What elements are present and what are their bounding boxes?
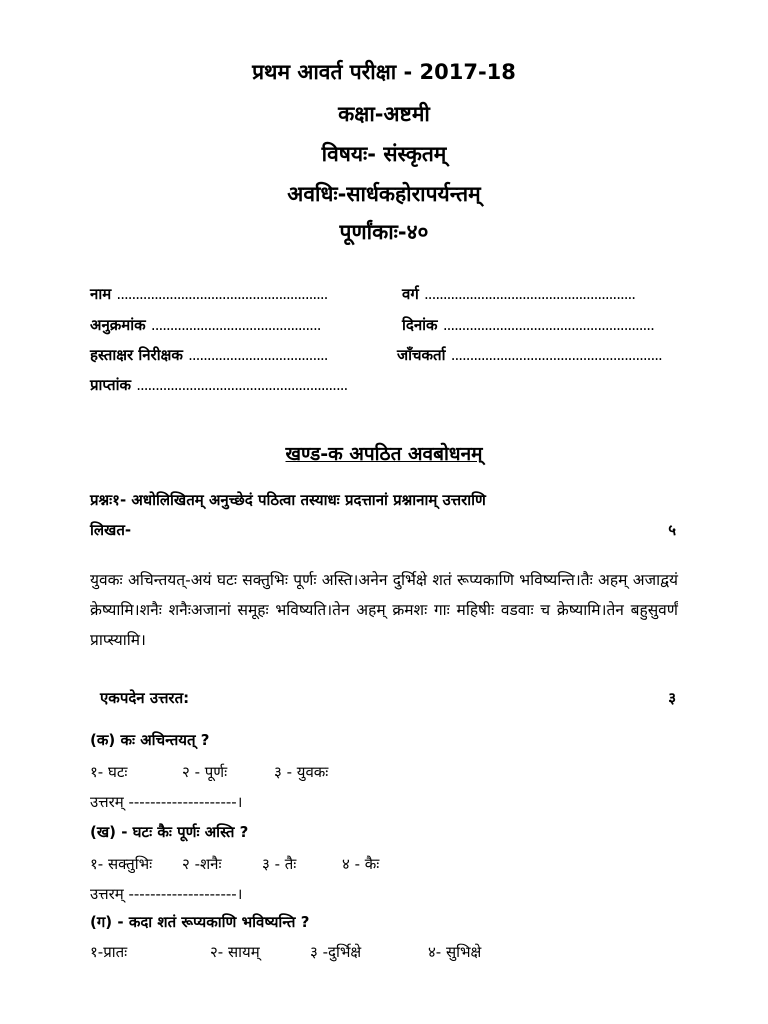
question-c-option-1: १-प्रातः bbox=[90, 943, 128, 961]
obtained-blank: ........................................................ bbox=[136, 376, 348, 394]
one-word-heading: एकपदेन उत्तरत: bbox=[100, 689, 190, 707]
section-blank: ........................................................ bbox=[424, 285, 636, 303]
invigilator-blank: ..................................... bbox=[188, 346, 328, 364]
question-b: (ख) - घटः कैः पूर्णः अस्ति ? bbox=[90, 823, 249, 841]
question-b-option-1: १- सक्तुभिः bbox=[90, 855, 153, 873]
question-b-option-2: २ -शनैः bbox=[182, 855, 222, 873]
question-c: (ग) - कदा शतं रूप्यकाणि भविष्यन्ति ? bbox=[90, 913, 310, 931]
invigilator-label: हस्ताक्षर निरीक्षक bbox=[90, 346, 183, 364]
exam-title: प्रथम आवर्त परीक्षा - 2017-18 bbox=[252, 60, 516, 84]
class-title: कक्षा-अष्टमी bbox=[338, 102, 430, 126]
checker-label: जाँचकर्ता bbox=[397, 346, 446, 364]
question-1-line-1: प्रश्नः१- अधोलिखितम् अनुच्छेदं पठित्वा तस्याधः प्रदत्तानां प्रश्नानाम् उत्तराणि bbox=[90, 491, 486, 509]
name-blank: ........................................................ bbox=[116, 285, 328, 303]
section-label: वर्ग bbox=[402, 285, 419, 303]
question-c-option-3: ३ -दुर्भिक्षे bbox=[310, 943, 362, 961]
one-word-marks: ३ bbox=[668, 689, 676, 707]
question-c-option-4: ४- सुभिक्षे bbox=[428, 943, 482, 961]
checker-field bbox=[397, 345, 662, 365]
roll-blank: ............................................. bbox=[150, 316, 321, 334]
question-a-option-3: ३ - युवकः bbox=[274, 763, 329, 781]
obtained-label: प्राप्तांक bbox=[90, 376, 131, 394]
question-1-line-2: लिखत- bbox=[90, 521, 132, 539]
checker-blank: ........................................................ bbox=[450, 346, 662, 364]
max-marks-title: पूर्णांकाः-४० bbox=[339, 220, 429, 244]
roll-label: अनुक्रमांक bbox=[90, 316, 146, 334]
question-b-option-3: ३ - तैः bbox=[262, 855, 297, 873]
section-heading bbox=[0, 440, 768, 466]
invigilator-field bbox=[90, 345, 328, 365]
duration-title: अवधिः-सार्धकहोरापर्यन्तम् bbox=[287, 182, 481, 206]
date-field bbox=[402, 315, 654, 335]
date-blank: ........................................................ bbox=[442, 316, 654, 334]
question-a-option-2: २ - पूर्णः bbox=[182, 763, 228, 781]
question-a-answer-line: उत्तरम् --------------------। bbox=[90, 793, 243, 811]
date-label: दिनांक bbox=[402, 316, 438, 334]
question-a: (क) कः अचिन्तयत् ? bbox=[90, 731, 210, 749]
question-c-options bbox=[90, 942, 481, 962]
name-label: नाम bbox=[90, 285, 112, 303]
question-c-option-2: २- सायम् bbox=[210, 943, 260, 961]
name-field bbox=[90, 284, 327, 304]
question-a-options bbox=[90, 762, 328, 782]
question-b-options bbox=[90, 854, 379, 874]
obtained-field bbox=[90, 375, 347, 395]
section-heading-text: खण्ड-क अपठित अवबोधनम् bbox=[285, 443, 483, 465]
section-field bbox=[402, 284, 635, 304]
roll-field bbox=[90, 315, 321, 335]
question-1-marks: ५ bbox=[668, 521, 676, 539]
question-b-option-4: ४ - कैः bbox=[342, 855, 380, 873]
question-a-option-1: १- घटः bbox=[90, 763, 128, 781]
passage: युवकः अचिन्तयत्-अयं घटः सक्तुभिः पूर्णः अस्ति।अनेन दुर्भिक्षे शतं रूप्यकाणि भविष्यन्ति।तैः अहम् अजाद्वयं क्रेष्यामि।शनैः शनैःअजानां समूहः भविष्यति।तेन अहम् क्रमशः गाः महिषीः वडवाः च क्रेष्यामि।तेन बहुसुवर्णं प्राप्स्यामि। bbox=[90, 571, 678, 649]
subject-title: विषयः- संस्कृतम् bbox=[321, 142, 447, 166]
question-b-answer-line: उत्तरम् --------------------। bbox=[90, 885, 243, 903]
